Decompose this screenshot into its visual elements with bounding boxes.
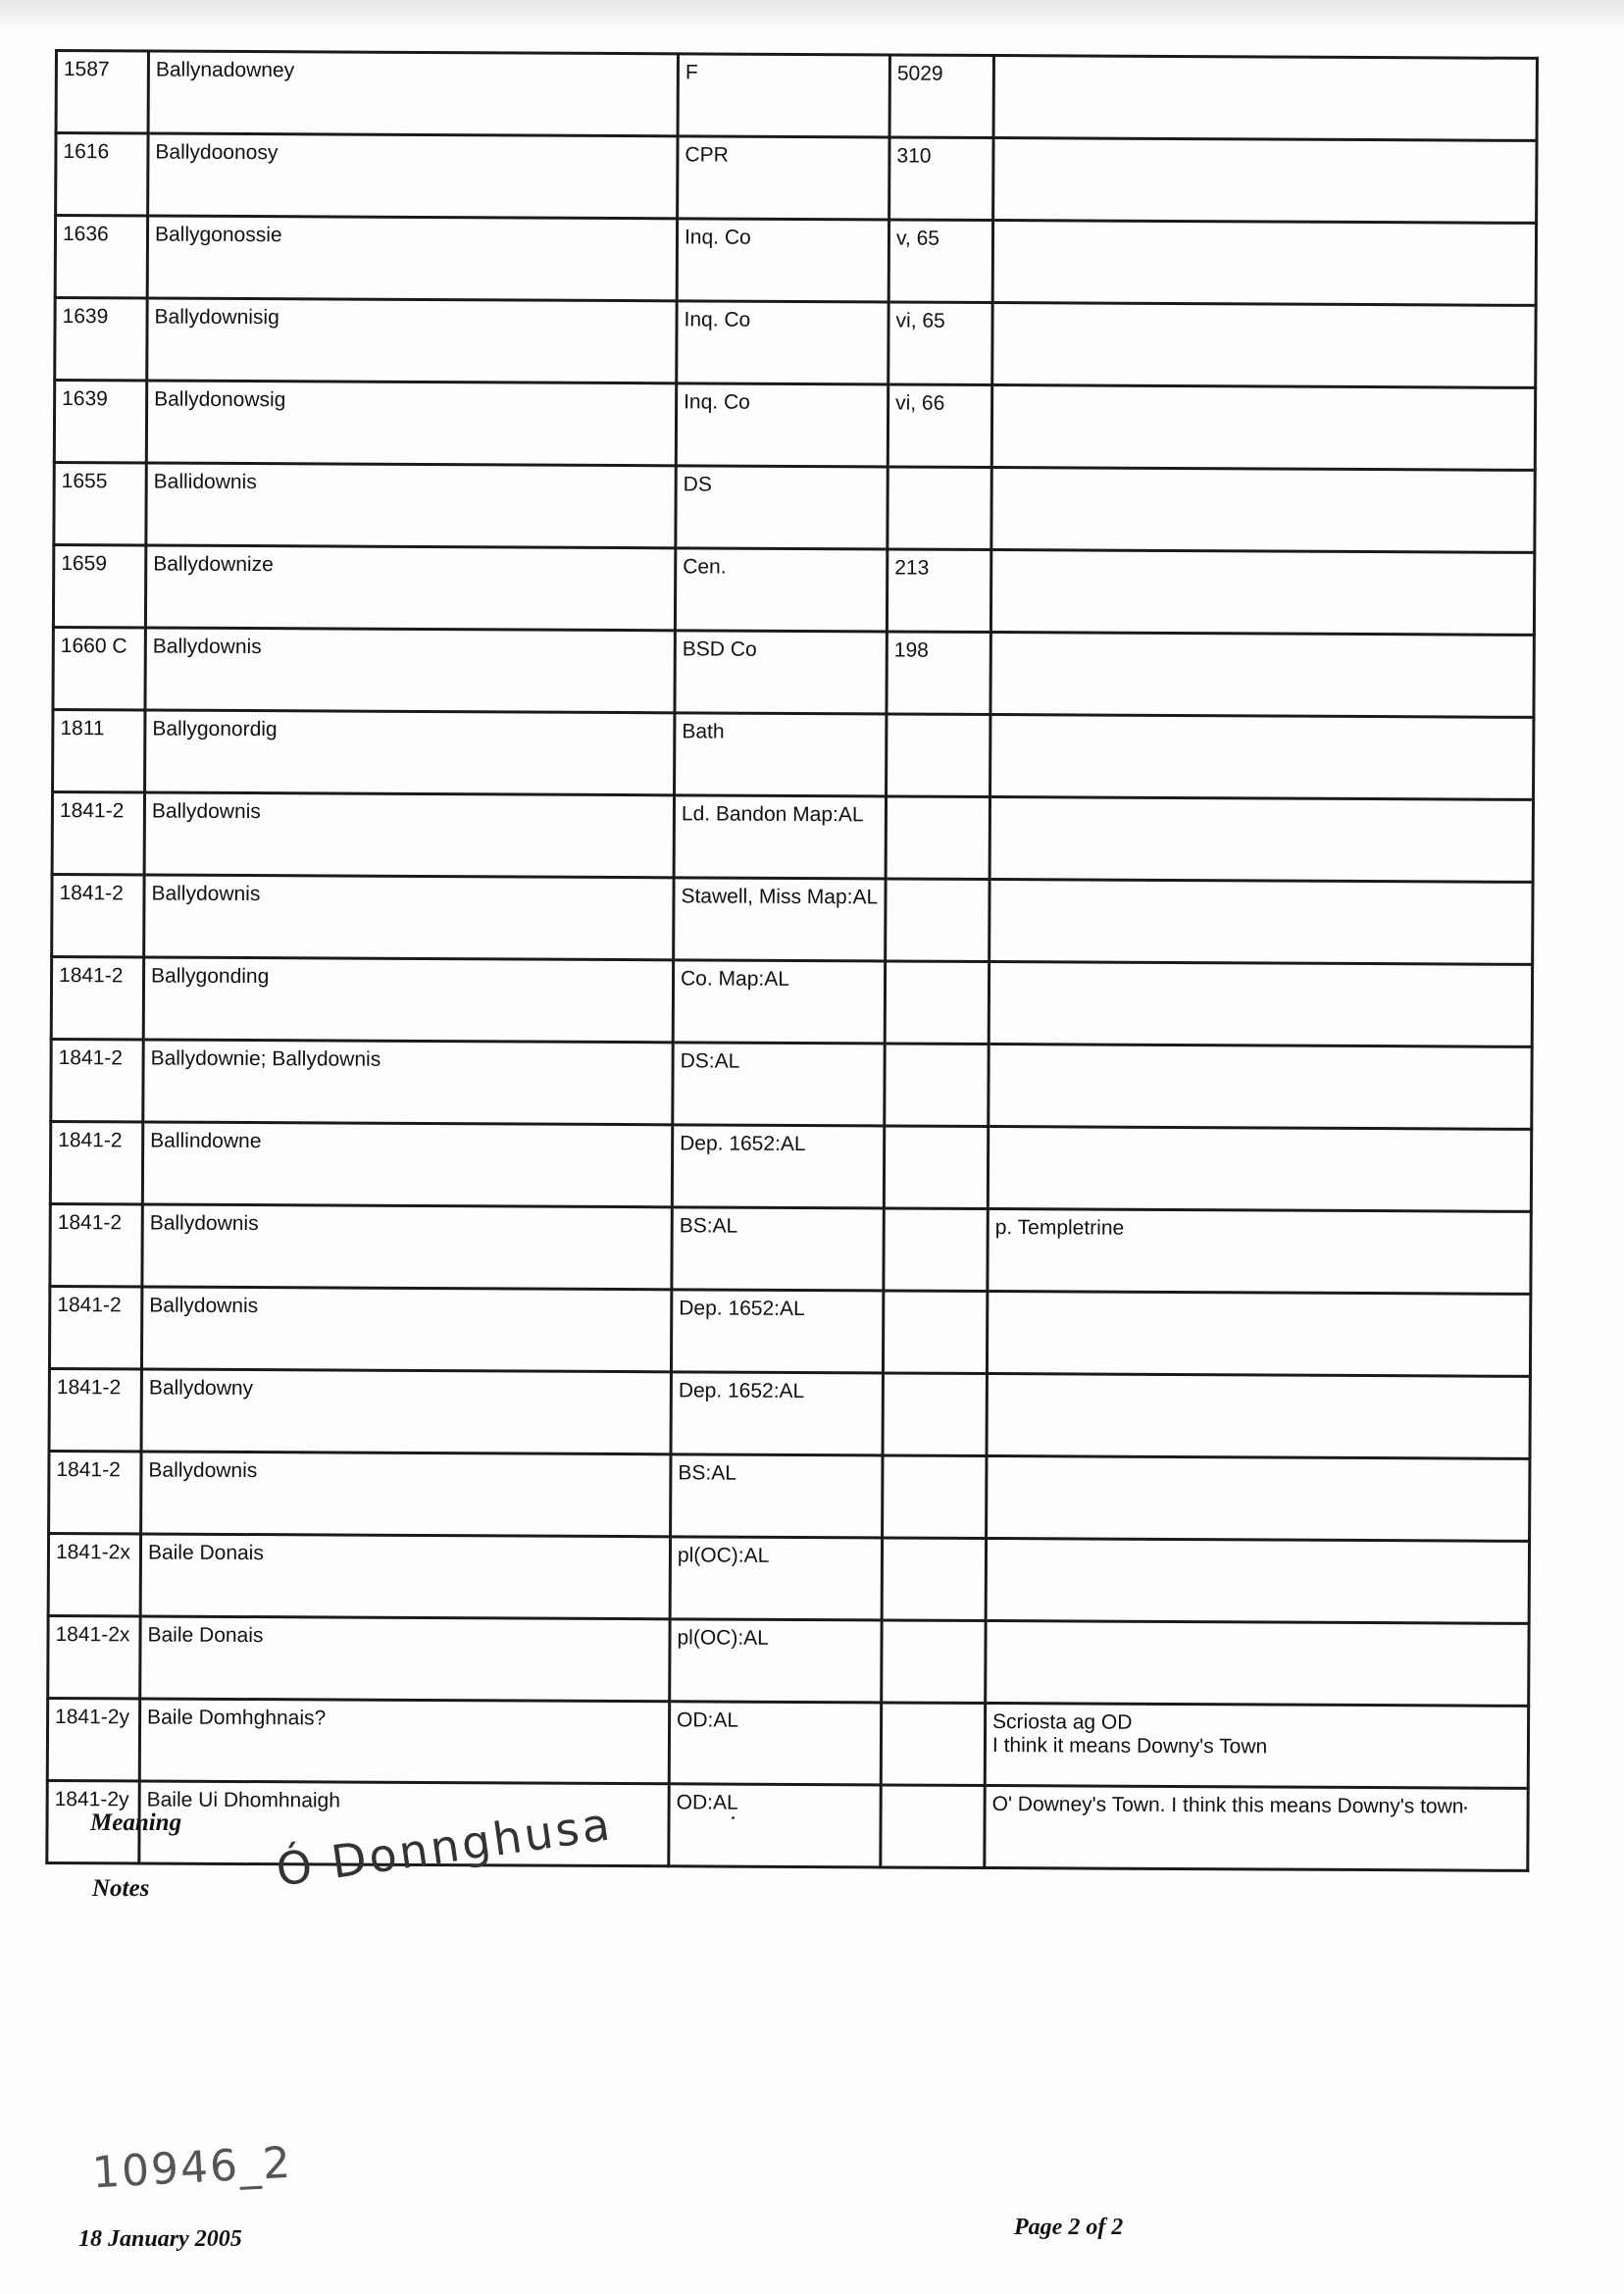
- table-row: [52, 874, 1533, 964]
- record-year: 1841-2: [51, 956, 143, 1039]
- table-row: [55, 216, 1536, 306]
- record-reference: [887, 714, 990, 797]
- record-note: [990, 550, 1534, 636]
- record-source: BSD Co: [675, 631, 887, 714]
- record-year: 1841-2x: [48, 1615, 140, 1698]
- record-year: 1841-2: [49, 1451, 141, 1533]
- record-year: 1660 C: [53, 627, 145, 709]
- record-placename: Ballygonossie: [147, 216, 677, 301]
- record-reference: [882, 1620, 986, 1704]
- record-placename: Ballydoonosy: [148, 133, 678, 219]
- record-year: 1659: [53, 545, 145, 628]
- record-source: Inq. Co: [676, 383, 888, 467]
- record-note: [990, 715, 1534, 800]
- record-reference: [881, 1703, 985, 1786]
- record-source: DS: [676, 466, 888, 549]
- record-placename: Ballydownis: [144, 792, 674, 878]
- table-row: [54, 463, 1535, 553]
- record-placename: Ballydownisig: [147, 298, 677, 383]
- table-row: [47, 1780, 1528, 1870]
- record-reference: v, 65: [888, 220, 992, 303]
- record-year: 1841-2y: [47, 1698, 139, 1780]
- scan-speck: [1464, 1807, 1467, 1810]
- table-row: [52, 791, 1533, 882]
- record-year: 1639: [55, 298, 147, 381]
- footer-page-number: Page 2 of 2: [1014, 2215, 1124, 2240]
- record-year: 1841-2x: [48, 1533, 140, 1615]
- table-row: [55, 298, 1536, 388]
- record-placename: Ballindowne: [142, 1122, 672, 1207]
- record-year: 1655: [54, 463, 146, 545]
- record-year: 1841-2: [52, 791, 144, 874]
- record-year: 1587: [56, 51, 148, 133]
- table-row: [50, 1121, 1531, 1211]
- scan-edge-shade: [0, 0, 1624, 29]
- record-source: Dep. 1652:AL: [671, 1290, 883, 1373]
- record-note: [989, 962, 1532, 1047]
- record-placename: Ballygonordig: [145, 710, 675, 795]
- record-note: [991, 468, 1535, 553]
- record-source: Ld. Bandon Map:AL: [674, 795, 886, 879]
- record-source: Inq. Co: [677, 301, 888, 384]
- record-placename: Ballidownis: [146, 463, 676, 548]
- record-year: 1811: [53, 709, 145, 791]
- record-year: 1841-2: [49, 1286, 141, 1368]
- record-placename: Ballydownize: [145, 545, 675, 631]
- record-note: [992, 303, 1536, 388]
- record-year: 1841-2: [51, 1039, 143, 1121]
- record-note: [990, 797, 1533, 883]
- table-row: [51, 956, 1532, 1046]
- record-source: Stawell, Miss Map:AL: [674, 878, 886, 961]
- record-note: [989, 1044, 1532, 1129]
- record-source: BS:AL: [671, 1454, 883, 1538]
- record-year: 1841-2: [50, 1121, 142, 1203]
- table-row: [51, 1039, 1532, 1129]
- table-row: [49, 1451, 1530, 1541]
- table-row: [54, 381, 1535, 471]
- table-row: [49, 1286, 1530, 1376]
- record-reference: [885, 1044, 989, 1127]
- record-source: Dep. 1652:AL: [671, 1372, 883, 1455]
- record-note: [993, 138, 1537, 224]
- record-source: Bath: [675, 713, 887, 796]
- record-placename: Ballydownie; Ballydownis: [143, 1040, 673, 1125]
- record-year: 1841-2: [49, 1368, 141, 1451]
- record-note: [990, 633, 1534, 718]
- record-source: OD:AL: [669, 1784, 881, 1867]
- record-reference: [883, 1291, 987, 1374]
- record-year: 1616: [56, 133, 148, 216]
- record-note: [993, 56, 1537, 141]
- record-year: 1841-2y: [47, 1780, 139, 1862]
- table-row: [49, 1368, 1530, 1458]
- record-note: O' Downey's Town. I think this means Downy's town: [985, 1785, 1528, 1870]
- record-source: Dep. 1652:AL: [672, 1125, 884, 1208]
- record-source: Inq. Co: [677, 219, 888, 302]
- record-source: F: [678, 54, 889, 137]
- record-note: [991, 385, 1535, 471]
- records-body: [47, 51, 1538, 1871]
- record-note: [990, 880, 1533, 965]
- record-note: [988, 1126, 1531, 1211]
- record-source: BS:AL: [672, 1207, 884, 1291]
- record-placename: Ballydownis: [141, 1452, 671, 1537]
- record-note: Scriosta ag OD I think it means Downy's Town: [985, 1703, 1528, 1788]
- table-row: [48, 1533, 1529, 1623]
- record-source: pl(OC):AL: [670, 1619, 882, 1703]
- record-reference: [885, 961, 989, 1045]
- record-reference: [886, 879, 990, 962]
- record-placename: Ballydonowsig: [146, 381, 676, 466]
- record-placename: Baile Donais: [140, 1616, 670, 1702]
- record-source: Cen.: [675, 548, 887, 632]
- meaning-label: Meaning: [90, 1810, 182, 1836]
- record-reference: vi, 65: [888, 302, 992, 385]
- scan-speck: [732, 1816, 735, 1819]
- record-placename: Ballydowny: [141, 1369, 671, 1454]
- record-placename: Baile Domhghnais?: [139, 1699, 669, 1784]
- record-year: 1841-2: [52, 874, 144, 956]
- record-reference: [888, 467, 991, 550]
- record-reference: [884, 1208, 988, 1292]
- record-reference: [883, 1455, 987, 1539]
- record-note: [986, 1538, 1529, 1623]
- table-row: [53, 709, 1534, 799]
- record-source: CPR: [678, 136, 889, 220]
- notes-label: Notes: [92, 1875, 150, 1902]
- record-source: OD:AL: [669, 1702, 881, 1785]
- record-placename: Baile Ui Dhomhnaigh: [139, 1781, 669, 1866]
- record-reference: 198: [887, 632, 990, 715]
- record-reference: 213: [887, 549, 990, 633]
- handwritten-reference-code: 10946_2: [90, 2137, 294, 2199]
- record-reference: [884, 1126, 988, 1209]
- record-note: [987, 1373, 1530, 1458]
- placename-records-table: [45, 49, 1539, 1872]
- record-year: 1841-2: [50, 1203, 142, 1286]
- record-source: Co. Map:AL: [673, 960, 885, 1044]
- record-note: [986, 1620, 1529, 1706]
- footer-date: 18 January 2005: [78, 2226, 242, 2252]
- record-placename: Ballydownis: [144, 875, 674, 960]
- record-placename: Baile Donais: [140, 1534, 670, 1619]
- record-placename: Ballydownis: [141, 1287, 671, 1372]
- record-note: p. Templetrine: [988, 1208, 1531, 1294]
- table-row: [48, 1615, 1529, 1706]
- table-row: [53, 627, 1534, 717]
- table-row: [53, 545, 1534, 636]
- record-reference: 5029: [889, 55, 993, 138]
- record-placename: Ballydownis: [142, 1204, 672, 1290]
- record-year: 1636: [55, 216, 147, 298]
- record-note: [987, 1291, 1530, 1376]
- record-reference: [886, 796, 990, 880]
- record-placename: Ballydownis: [145, 628, 675, 713]
- record-source: DS:AL: [673, 1043, 885, 1126]
- record-note: [992, 221, 1536, 306]
- record-source: pl(OC):AL: [670, 1537, 882, 1620]
- record-reference: vi, 66: [888, 384, 991, 468]
- record-reference: [882, 1538, 986, 1621]
- table-row: [56, 51, 1537, 141]
- record-note: [987, 1455, 1530, 1541]
- record-placename: Ballygonding: [143, 957, 673, 1043]
- record-reference: [881, 1785, 985, 1868]
- table-row: [50, 1203, 1531, 1294]
- table-row: [47, 1698, 1528, 1788]
- handwritten-note: Ó Donnghusa: [273, 1797, 616, 1897]
- record-placename: Ballynadowney: [148, 51, 678, 136]
- record-year: 1639: [54, 381, 146, 463]
- table-row: [56, 133, 1537, 224]
- record-reference: [883, 1373, 987, 1456]
- record-reference: 310: [889, 137, 993, 221]
